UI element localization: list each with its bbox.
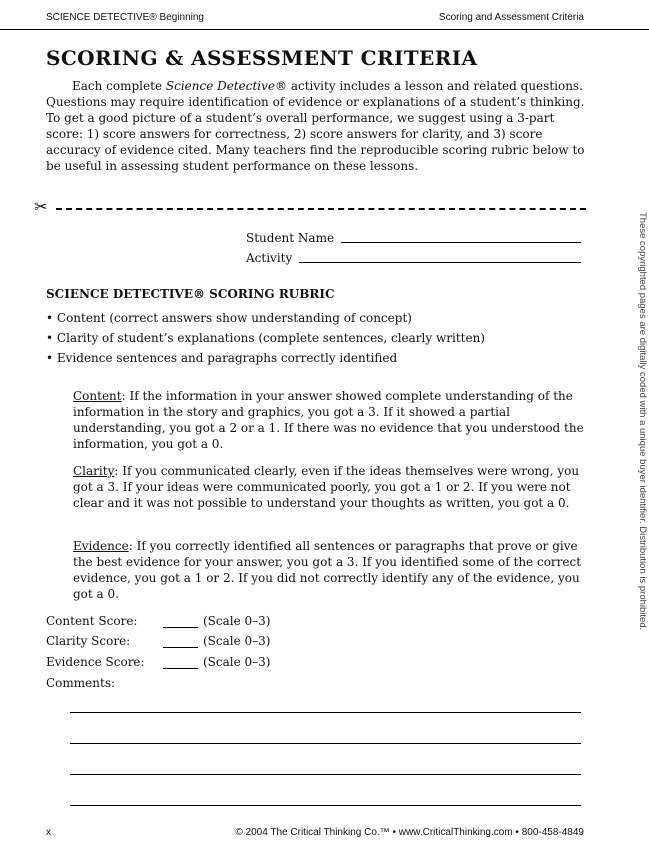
criteria-evidence-text: : If you correctly identified all sentences or paragraphs that prove or give the best evidence for your answer, you got a 3. If you identified some of the correct evidence, you got a 1 or 2. If you did not correctly identify any of the evidence, you got a 0. (73, 539, 582, 601)
rubric-item-content: • Content (correct answers show understanding of concept) (46, 311, 412, 325)
criteria-content (73, 388, 591, 452)
criteria-clarity (73, 463, 591, 511)
intro-italic-title: Science Detective® (165, 79, 288, 93)
evidence-score-scale: (Scale 0–3) (203, 655, 271, 669)
page-title: SCORING & ASSESSMENT CRITERIA (46, 46, 478, 70)
rubric-list (46, 310, 485, 370)
comment-line[interactable] (70, 774, 581, 775)
header-book-title: SCIENCE DETECTIVE® Beginning (46, 12, 204, 23)
intro-text-start: Each complete (72, 79, 166, 93)
criteria-content-term: Content (73, 389, 122, 403)
cut-line (34, 201, 594, 215)
clarity-score-label: Clarity Score: (46, 634, 131, 648)
evidence-score-label: Evidence Score: (46, 655, 145, 669)
intro-paragraph (46, 78, 586, 174)
criteria-evidence-term: Evidence (73, 539, 129, 553)
activity-label: Activity (246, 251, 293, 265)
dashed-divider (56, 208, 586, 210)
page-header (0, 0, 649, 30)
criteria-clarity-term: Clarity (73, 464, 115, 478)
content-score-scale: (Scale 0–3) (203, 614, 271, 628)
footer-page-number: x (46, 827, 51, 838)
student-name-field[interactable] (246, 231, 334, 245)
header-rule (0, 29, 649, 30)
side-copyright-notice (636, 212, 649, 642)
evidence-score-blank[interactable] (163, 668, 198, 669)
rubric-item-evidence: • Evidence sentences and paragraphs correctly identified (46, 351, 398, 365)
student-name-label: Student Name (246, 231, 335, 245)
footer-credit: © 2004 The Critical Thinking Co.™ • www.CriticalThinking.com • 800-458-4849 (235, 827, 584, 838)
clarity-score-blank[interactable] (163, 647, 198, 648)
comment-line[interactable] (70, 805, 581, 806)
comment-line[interactable] (70, 743, 581, 744)
content-score-blank[interactable] (163, 627, 198, 628)
criteria-evidence (73, 538, 591, 602)
scissors-icon: ✂ (34, 199, 48, 216)
comments-label: Comments: (46, 676, 116, 690)
comment-line[interactable] (70, 712, 581, 713)
criteria-content-text: : If the information in your answer showed complete understanding of the information in the story and graphics, you got a 3. If it showed a partial understanding, you got a 2 or a 1. If there was no evidence that you understood the information, you got a 0. (73, 389, 584, 451)
intro-text-rest: activity includes a lesson and related questions. Questions may require identification of evidence or explanations of a student’s thinking. To get a good picture of a student’s overall performance, we suggest using a 3-part score: 1) score answers for correctness, 2) score answers for clarity, and 3) score accuracy of evidence cited. Many teachers find the reproducible scoring rubric below to be useful in assessing student performance on these lessons. (46, 79, 585, 173)
activity-field[interactable] (246, 251, 292, 265)
header-section-title: Scoring and Assessment Criteria (438, 12, 584, 23)
side-notice-text: These copyrighted pages are digitally coded with a unique buyer identifier. Distribution is prohibited. (637, 212, 648, 631)
activity-line[interactable] (299, 262, 581, 263)
criteria-clarity-text: : If you communicated clearly, even if the ideas themselves were wrong, you got a 3. If your ideas were communicated poorly, you got a 1 or 2. If you were not clear and it was not possible to understand your thoughts as written, you got a 0. (73, 464, 580, 510)
rubric-item-clarity: • Clarity of student’s explanations (complete sentences, clearly written) (46, 331, 485, 345)
rubric-heading: SCIENCE DETECTIVE® SCORING RUBRIC (46, 287, 335, 301)
clarity-score-scale: (Scale 0–3) (203, 634, 271, 648)
content-score-label: Content Score: (46, 614, 138, 628)
student-name-line[interactable] (341, 242, 581, 243)
